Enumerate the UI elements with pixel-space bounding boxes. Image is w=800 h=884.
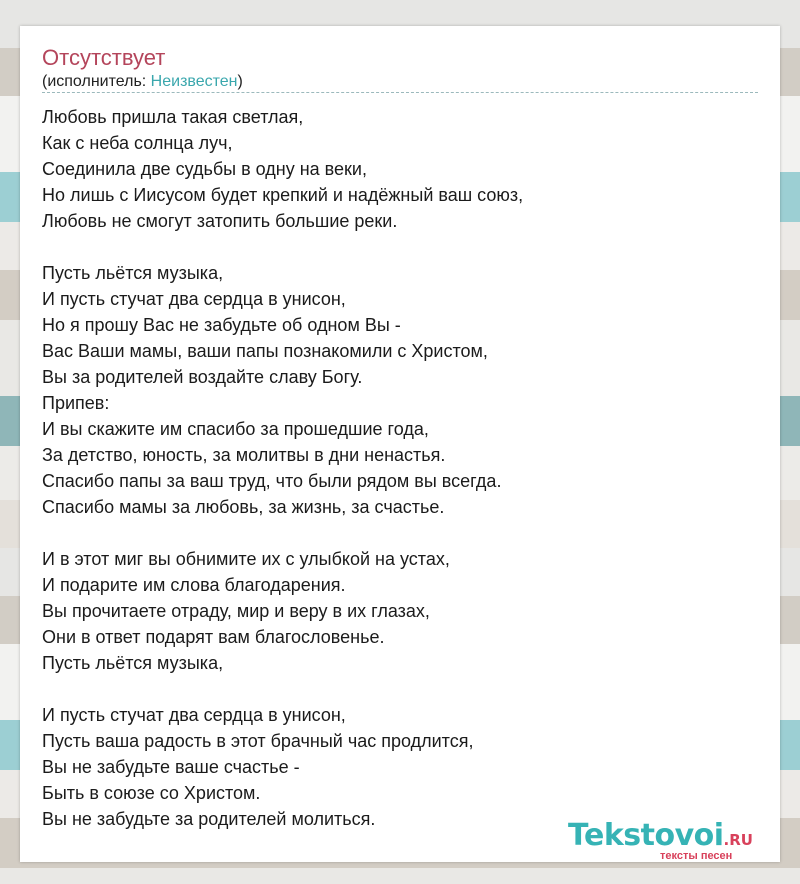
lyric-line: И вы скажите им спасибо за прошедшие года,: [42, 419, 429, 439]
lyric-line: Но лишь с Иисусом будет крепкий и надёжный ваш союз,: [42, 185, 524, 205]
lyric-line: Вас Ваши мамы, ваши папы познакомили с Христом,: [42, 341, 488, 361]
lyric-line: Быть в союзе со Христом.: [42, 783, 261, 803]
lyric-line: Но я прошу Вас не забудьте об одном Вы -: [42, 315, 401, 335]
lyric-line: Как с неба солнца луч,: [42, 133, 233, 153]
lyric-line: Соединила две судьбы в одну на веки,: [42, 159, 367, 179]
lyric-line: Спасибо мамы за любовь, за жизнь, за счастье.: [42, 497, 445, 517]
artist-link[interactable]: Неизвестен: [150, 73, 238, 90]
lyric-line: Вы не забудьте ваше счастье -: [42, 757, 300, 777]
lyric-line: Они в ответ подарят вам благословенье.: [42, 627, 385, 647]
logo-tld: .RU: [723, 831, 753, 849]
lyrics-text: [42, 104, 758, 832]
artist-suffix: ): [237, 73, 243, 90]
lyric-line: И пусть стучат два сердца в унисон,: [42, 705, 346, 725]
lyric-line: Любовь не смогут затопить большие реки.: [42, 211, 398, 231]
lyric-line: За детство, юность, за молитвы в дни ненастья.: [42, 445, 446, 465]
lyric-line: Вы за родителей воздайте славу Богу.: [42, 367, 363, 387]
artist-prefix: (исполнитель:: [42, 73, 151, 90]
site-logo[interactable]: [568, 818, 774, 862]
lyric-line: Любовь пришла такая светлая,: [42, 107, 304, 127]
lyric-line-blank: [42, 676, 758, 702]
lyric-line: Спасибо папы за ваш труд, что были рядом вы всегда.: [42, 471, 502, 491]
lyric-line: И в этот миг вы обнимите их с улыбкой на устах,: [42, 549, 450, 569]
lyric-line: И пусть стучат два сердца в унисон,: [42, 289, 346, 309]
artist-line: [42, 72, 243, 92]
lyric-line-blank: [42, 234, 758, 260]
logo-name: Tekstovoi: [568, 818, 724, 853]
lyrics-card: [20, 26, 780, 862]
title-divider: [42, 92, 758, 93]
lyric-line: Вы не забудьте за родителей молиться.: [42, 809, 376, 829]
lyric-line: Пусть ваша радость в этот брачный час продлится,: [42, 731, 474, 751]
lyric-line: Вы прочитаете отраду, мир и веру в их глазах,: [42, 601, 430, 621]
lyric-line: Пусть льётся музыка,: [42, 263, 224, 283]
lyric-line: И подарите им слова благодарения.: [42, 575, 346, 595]
lyric-line-chorus-label: Припев:: [42, 393, 110, 413]
song-title: Отсутствует: [42, 45, 166, 70]
lyric-line: Пусть льётся музыка,: [42, 653, 224, 673]
logo-subtitle: тексты песен: [660, 850, 733, 862]
lyric-line-blank: [42, 520, 758, 546]
